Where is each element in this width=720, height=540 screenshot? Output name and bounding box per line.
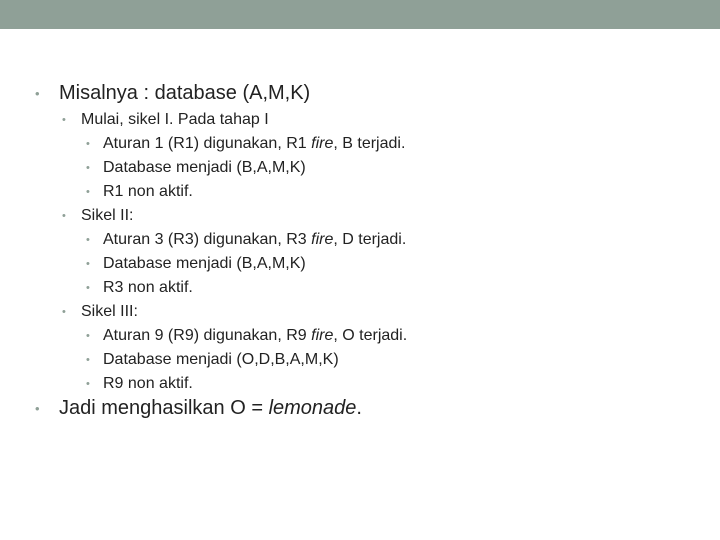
bullet-text: Sikel III:: [81, 303, 138, 320]
bullet-dot-icon: •: [86, 378, 90, 390]
bullet-text: R9 non aktif.: [103, 375, 193, 392]
bullet-dot-icon: •: [86, 282, 90, 294]
bullet-dot-icon: •: [86, 354, 90, 366]
bullet-dot-icon: •: [62, 306, 66, 318]
bullet-dot-icon: •: [86, 162, 90, 174]
bullet-text: R3 non aktif.: [103, 279, 193, 296]
bullet-dot-icon: •: [62, 114, 66, 126]
bullet-text: Mulai, sikel I. Pada tahap I: [81, 111, 269, 128]
bullet-dot-icon: •: [86, 186, 90, 198]
bullet-text: Aturan 9 (R9) digunakan, R9 fire, O terjadi.: [103, 327, 408, 344]
bullet-dot-icon: •: [86, 330, 90, 342]
bullet-dot-icon: •: [35, 86, 40, 101]
bullet-dot-icon: •: [86, 258, 90, 270]
bullet-text: Aturan 1 (R1) digunakan, R1 fire, B terjadi.: [103, 135, 406, 152]
bullet-text: Database menjadi (B,A,M,K): [103, 255, 306, 272]
bullet-text: Sikel II:: [81, 207, 134, 224]
bullet-text: Database menjadi (B,A,M,K): [103, 159, 306, 176]
bullet-text: Database menjadi (O,D,B,A,M,K): [103, 351, 339, 368]
bullet-text: Misalnya : database (A,M,K): [59, 82, 311, 104]
bullet-text: R1 non aktif.: [103, 183, 193, 200]
bullet-dot-icon: •: [86, 138, 90, 150]
bullet-dot-icon: •: [35, 401, 40, 416]
bullet-dot-icon: •: [62, 210, 66, 222]
bullet-text: Aturan 3 (R3) digunakan, R3 fire, D terjadi.: [103, 231, 407, 248]
bullet-text: Jadi menghasilkan O = lemonade.: [59, 397, 362, 419]
bullet-dot-icon: •: [86, 234, 90, 246]
